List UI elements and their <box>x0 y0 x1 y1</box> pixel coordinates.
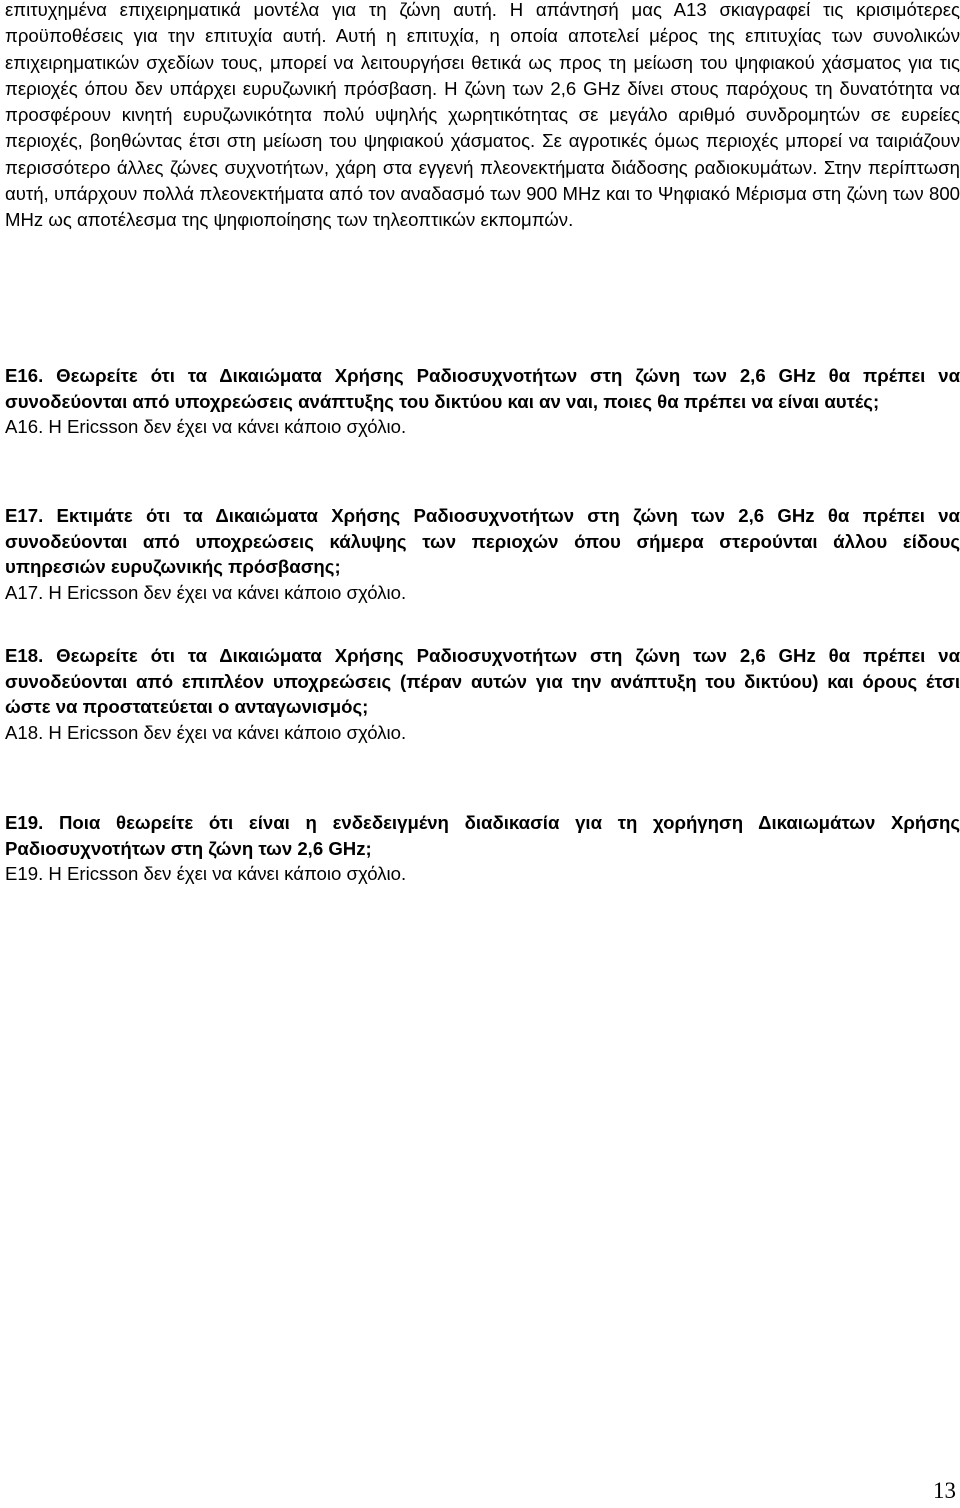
question-text: Εκτιμάτε ότι τα Δικαιώματα Χρήσης Ραδιοσυχνοτήτων στη ζώνη των 2,6 GHz θα πρέπει να συνοδεύονται από υποχρεώσεις κάλυψης των περιοχών όπου σήμερα στερούνται άλλου είδους υπηρεσιών ευρυζωνικής πρόσβασης; <box>5 505 960 577</box>
question-text: Θεωρείτε ότι τα Δικαιώματα Χρήσης Ραδιοσυχνοτήτων στη ζώνη των 2,6 GHz θα πρέπει να συνοδεύονται από υποχρεώσεις ανάπτυξης του δικτύου και αν ναι, ποιες θα πρέπει να είναι αυτές; <box>5 365 960 412</box>
qa-block-e18 <box>5 643 960 745</box>
question-e16 <box>5 363 960 414</box>
question-text: Θεωρείτε ότι τα Δικαιώματα Χρήσης Ραδιοσυχνοτήτων στη ζώνη των 2,6 GHz θα πρέπει να συνοδεύονται από επιπλέον υποχρεώσεις (πέραν αυτών για την ανάπτυξη του δικτύου) και όρους έτσι ώστε να προστατεύεται ο ανταγωνισμός; <box>5 645 960 717</box>
question-e19 <box>5 810 960 861</box>
qa-block-e17 <box>5 503 960 605</box>
question-text: Ποια θεωρείτε ότι είναι η ενδεδειγμένη διαδικασία για τη χορήγηση Δικαιωμάτων Χρήσης Ραδιοσυχνοτήτων στη ζώνη των 2,6 GHz; <box>5 812 960 859</box>
qa-block-e16 <box>5 363 960 440</box>
question-e18 <box>5 643 960 720</box>
page-number: 13 <box>933 1478 956 1503</box>
qa-block-e19 <box>5 810 960 887</box>
answer-a18: Α18. Η Ericsson δεν έχει να κάνει κάποιο σχόλιο. <box>5 721 407 743</box>
question-number: Ε18. <box>5 645 44 666</box>
question-number: Ε16. <box>5 365 44 386</box>
answer-a16: Α16. Η Ericsson δεν έχει να κάνει κάποιο σχόλιο. <box>5 416 407 437</box>
question-e17 <box>5 503 960 580</box>
question-number: Ε19. <box>5 812 44 833</box>
document-page <box>5 0 960 884</box>
question-number: Ε17. <box>5 505 44 526</box>
answer-a17: Α17. Η Ericsson δεν έχει να κάνει κάποιο σχόλιο. <box>5 581 407 603</box>
answer-e19: Ε19. Η Ericsson δεν έχει να κάνει κάποιο σχόλιο. <box>5 863 407 884</box>
intro-paragraph: επιτυχημένα επιχειρηματικά μοντέλα για τη ζώνη αυτή. Η απάντησή μας Α13 σκιαγραφεί τις κρισιμότερες προϋποθέσεις για την επιτυχία αυτή. Αυτή η επιτυχία, η οποία αποτελεί μέρος της επιτυχίας των συνολικών επιχειρηματικών σχεδίων τους, μπορεί να λειτουργήσει θετικά ως προς τη μείωση του ψηφιακού χάσματος για τις περιοχές όπου δεν υπάρχει ευρυζωνική πρόσβαση. Η ζώνη των 2,6 GHz δίνει στους παρόχους τη δυνατότητα να προσφέρουν κινητή ευρυζωνικότητα πολύ υψηλής χωρητικότητας σε μεγάλο αριθμό συνδρομητών σε ευρείες περιοχές, βοηθώντας έτσι στη μείωση του ψηφιακού χάσματος. Σε αγροτικές όμως περιοχές μπορεί να ταιριάζουν περισσότερο άλλες ζώνες συχνοτήτων, χάρη στα εγγενή πλεονεκτήματα διάδοσης ραδιοκυμάτων. Στην περίπτωση αυτή, υπάρχουν πολλά πλεονεκτήματα από τον αναδασμό των 900 MHz και το Ψηφιακό Μέρισμα στη ζώνη των 800 MHz ως αποτέλεσμα της ψηφιοποίησης των τηλεοπτικών εκπομπών. <box>5 0 960 230</box>
